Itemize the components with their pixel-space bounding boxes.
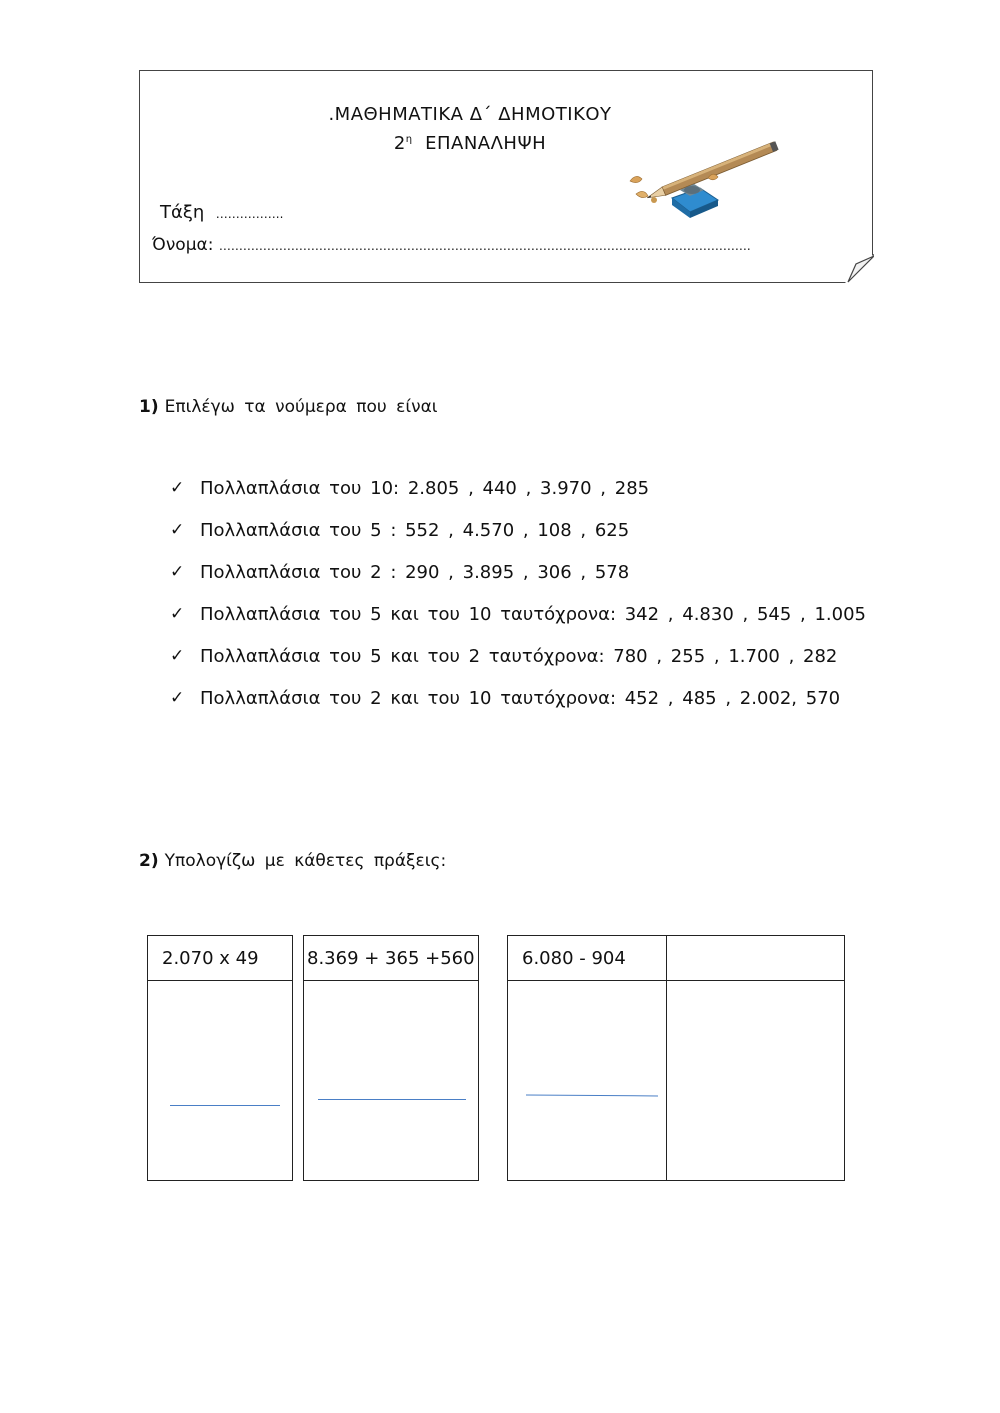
multiples-list bbox=[170, 478, 866, 730]
operation-cell bbox=[667, 936, 845, 981]
operation-label: 2.070 x 49 bbox=[162, 947, 259, 969]
subtitle-sup: η bbox=[405, 134, 413, 145]
check-mark-icon: ✓ bbox=[170, 604, 185, 624]
name-field bbox=[152, 235, 751, 255]
subtitle-number: 2 bbox=[393, 133, 406, 154]
answer-rule bbox=[526, 1095, 658, 1097]
calc-table-left bbox=[147, 935, 479, 1181]
class-field bbox=[160, 202, 283, 223]
worksheet-title: .ΜΑΘΗΜΑΤΙΚΑ Δ΄ ΔΗΜΟΤΙΚΟΥ bbox=[328, 104, 612, 125]
calc-table-right bbox=[507, 935, 845, 1181]
column-gap bbox=[293, 936, 304, 981]
work-area[interactable] bbox=[667, 981, 845, 1181]
column-gap bbox=[293, 981, 304, 1181]
pencil-sharpener-icon bbox=[620, 126, 790, 226]
class-dots[interactable]: …………….. bbox=[215, 207, 284, 221]
list-item[interactable] bbox=[170, 520, 866, 562]
check-mark-icon: ✓ bbox=[170, 562, 185, 582]
name-dots[interactable]: ……………………………………………………………………………………………………………………. bbox=[218, 239, 751, 253]
answer-rule bbox=[318, 1099, 466, 1100]
operation-cell bbox=[508, 936, 667, 981]
list-item-text: Πολλαπλάσια του 2 : 290 , 3.895 , 306 , 578 bbox=[200, 562, 630, 583]
list-item-text: Πολλαπλάσια του 2 και του 10 ταυτόχρονα: 452 , 485 , 2.002, 570 bbox=[200, 688, 841, 709]
question-1-prompt: Επιλέγω τα νούμερα που είναι bbox=[164, 397, 438, 417]
answer-rule bbox=[170, 1105, 280, 1106]
subtitle-text: ΕΠΑΝΑΛΗΨΗ bbox=[425, 133, 547, 154]
work-area[interactable] bbox=[304, 981, 479, 1181]
list-item[interactable] bbox=[170, 688, 866, 730]
list-item-text: Πολλαπλάσια του 5 : 552 , 4.570 , 108 , 625 bbox=[200, 520, 630, 541]
name-label: Όνομα: bbox=[152, 235, 214, 255]
class-label: Τάξη bbox=[160, 202, 205, 223]
page-fold-icon bbox=[844, 254, 874, 284]
work-area[interactable] bbox=[148, 981, 293, 1181]
operation-cell bbox=[304, 936, 479, 981]
operation-label: 6.080 - 904 bbox=[522, 947, 626, 969]
operation-label: 8.369 + 365 +560 bbox=[307, 947, 475, 969]
list-item-text: Πολλαπλάσια του 5 και του 2 ταυτόχρονα: 780 , 255 , 1.700 , 282 bbox=[200, 646, 838, 667]
list-item[interactable] bbox=[170, 604, 866, 646]
question-1-number: 1) bbox=[139, 397, 159, 417]
check-mark-icon: ✓ bbox=[170, 478, 185, 498]
check-mark-icon: ✓ bbox=[170, 646, 185, 666]
list-item[interactable] bbox=[170, 562, 866, 604]
list-item-text: Πολλαπλάσια του 10: 2.805 , 440 , 3.970 , 285 bbox=[200, 478, 650, 499]
question-2-prompt: Υπολογίζω με κάθετες πράξεις: bbox=[164, 851, 447, 871]
list-item[interactable] bbox=[170, 646, 866, 688]
check-mark-icon: ✓ bbox=[170, 520, 185, 540]
operation-label bbox=[667, 948, 681, 969]
list-item[interactable] bbox=[170, 478, 866, 520]
work-area[interactable] bbox=[508, 981, 667, 1181]
check-mark-icon: ✓ bbox=[170, 688, 185, 708]
operation-cell bbox=[148, 936, 293, 981]
header-box bbox=[139, 70, 873, 283]
question-1-title bbox=[139, 397, 438, 417]
question-2-title bbox=[139, 851, 446, 871]
list-item-text: Πολλαπλάσια του 5 και του 10 ταυτόχρονα: 342 , 4.830 , 545 , 1.005 bbox=[200, 604, 866, 625]
question-2-number: 2) bbox=[139, 851, 159, 871]
